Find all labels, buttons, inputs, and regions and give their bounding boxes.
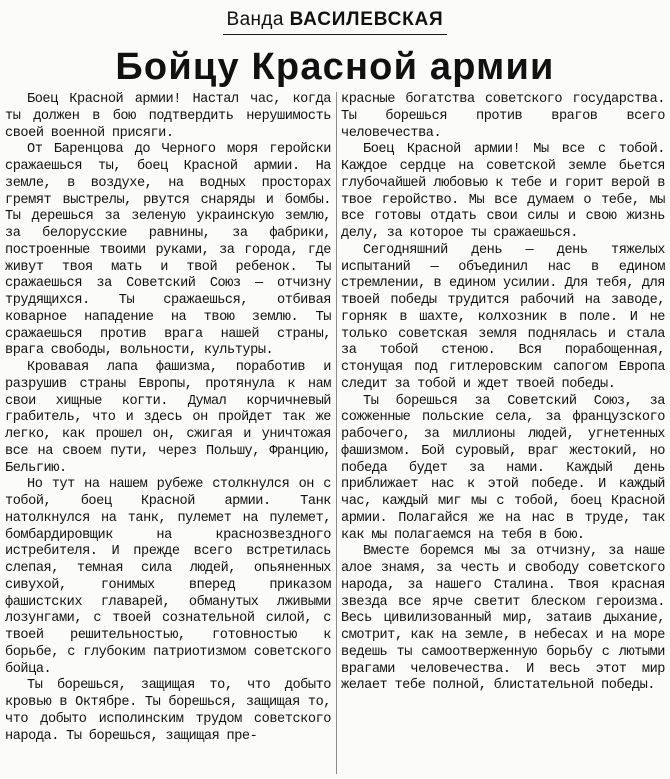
article-paragraph: От Баренцова до Черного моря геройски сражаешься ты, боец Красной армии. На земле, в воздухе, на водных просторах гремят выстрелы, рвутся снаряды и бомбы. Ты дерешься за зеленую украинскую землю, за белорусские равнины, за фабрики, построенные твоими руками, за города, где живут твоя мать и твой ребенок. Ты сражаешься за Советский Союз — отчизну трудящихся. Ты сражаешься, отбивая коварное нападение на твою землю. Ты сражаешься против врага нашей страны, врага свободы, вольности, культуры. bbox=[5, 142, 331, 359]
article-paragraph: Боец Красной армии! Мы все с тобой. Каждое сердце на советской земле бьется глубочайшей любовью к тебе и горит верой в твое геройство. Мы все думаем о тебе, мы все готовы отдать свои силы и свою жизнь делу, за которое ты сражаешься. bbox=[341, 142, 665, 241]
article-paragraph: Кровавая лапа фашизма, поработив и разрушив страны Европы, протянула к нам свои хищные когти. Думал корчичневый грабитель, что и здесь он пройдет так же легко, как прошел он, сжигая и уничтожая все на своем пути, через Польшу, Францию, Бельгию. bbox=[5, 360, 331, 476]
article-paragraph: Ты борешься за Советский Союз, за сожженные польские села, за французского рабочего, за миллионы людей, угнетенных фашизмом. Бой суровый, враг жестокий, но победа будет за нами. Каждый день приближает нас к этой победе. И каждый час, каждый миг мы с тобой, боец Красной армии. Полагайся же на нас в труде, так как мы полагаемся на тебя в бою. bbox=[341, 393, 665, 543]
author-name bbox=[223, 8, 448, 35]
article-column-left bbox=[5, 92, 331, 776]
article-column-right bbox=[341, 92, 665, 776]
author-first-name: Ванда bbox=[226, 9, 284, 30]
article-paragraph: Ты борешься, защищая то, что добыто кровью в Октябре. Ты борешься, защищая то, что добыто исполинским трудом советского народа. Ты борешься, защищая пре- bbox=[5, 678, 331, 744]
article-paragraph: Сегодняшний день — день тяжелых испытаний — объединил нас в едином стремлении, в едином усилии. Для тебя, для твоей победы трудится рабочий на заводе, горняк в шахте, колхозник в поле. И не только советская земля поднялась и стала за тобой стеною. Вся порабощенная, стонущая под гитлеровским сапогом Европа следит за тобой и ждет твоей победы. bbox=[341, 242, 665, 392]
author-byline bbox=[0, 8, 670, 35]
article-paragraph: Вместе боремся мы за отчизну, за наше алое знамя, за честь и свободу советского народа, за нашего Сталина. Твоя красная звезда все ярче светит блеском героизма. Весь цивилизованный мир, затаив дыхание, смотрит, как на земле, в небесах и на море ведешь ты самоотверженную борьбу с лютыми врагами человечества. И весь этот мир желает тебе полной, блистательной победы. bbox=[341, 544, 665, 694]
article-paragraph: Но тут на нашем рубеже столкнулся он с тобой, боец Красной армии. Танк натолкнулся на танк, пулемет на пулемет, бомбардировщик на краснозвездного истребителя. И прежде всего встретилась слепая, темная сила людей, опьяненных сивухой, гонимых вперед приказом фашистских главарей, обманутых лживыми лозунгами, с твоей сознательной силой, с твоей решительностью, готовностью к борьбе, с глубоким патриотизмом советского бойца. bbox=[5, 477, 331, 677]
article-headline: Бойцу Красной армии bbox=[115, 46, 555, 88]
article-paragraph: Боец Красной армии! Настал час, когда ты должен в бою подтвердить нерушимость своей военной присяги. bbox=[5, 92, 331, 141]
column-divider bbox=[336, 92, 337, 774]
author-surname: ВАСИЛЕВСКАЯ bbox=[289, 9, 444, 30]
article-paragraph-continued: красные богатства советского государства. Ты борешься против врагов всего человечества. bbox=[341, 92, 665, 141]
